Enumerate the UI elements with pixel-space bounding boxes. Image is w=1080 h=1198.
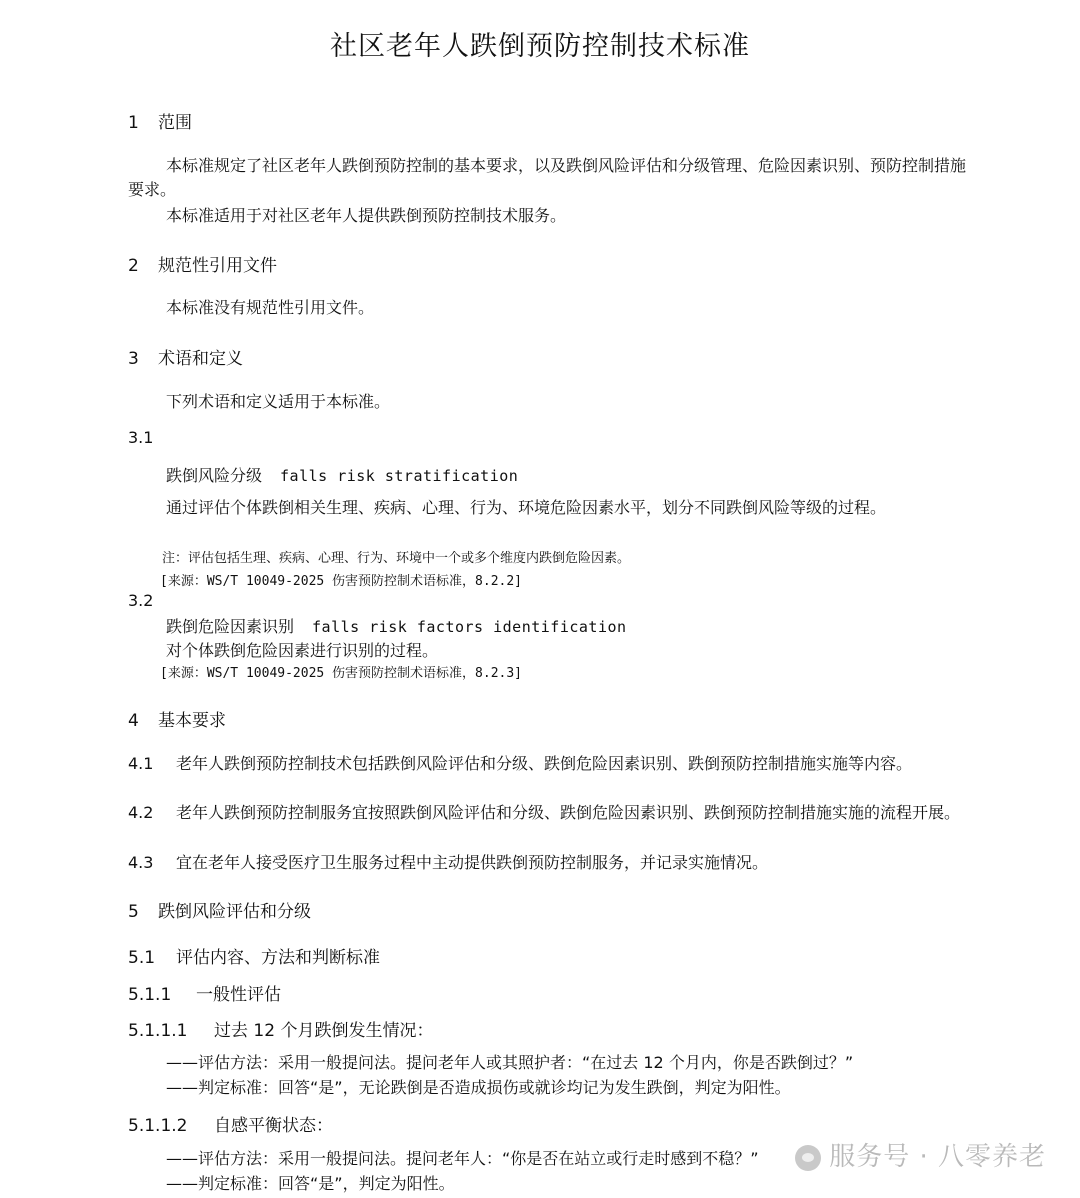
section-number: 1 (128, 113, 139, 133)
term-3-1-definition: 通过评估个体跌倒相关生理、疾病、心理、行为、环境危险因素水平，划分不同跌倒风险等级的过程。 (166, 498, 887, 517)
section-number: 5.1.1.1 (128, 1021, 188, 1041)
term-3-2-definition: 对个体跌倒危险因素进行识别的过程。 (166, 641, 439, 660)
section-number: 5.1.1 (128, 985, 172, 1005)
clause-text: 老年人跌倒预防控制服务宜按照跌倒风险评估和分级、跌倒危险因素识别、跌倒预防控制措施实施的流程开展。 (176, 803, 961, 822)
section-title: 一般性评估 (196, 985, 281, 1005)
section-title: 跌倒风险评估和分级 (158, 902, 311, 922)
term-3-2 (166, 614, 627, 637)
clause-number: 4.1 (128, 754, 154, 773)
watermark (795, 1136, 1046, 1173)
section-number: 5 (128, 902, 139, 922)
term-3-1-number: 3.1 (128, 428, 154, 447)
clause-text: 宜在老年人接受医疗卫生服务过程中主动提供跌倒预防控制服务，并记录实施情况。 (176, 853, 769, 872)
section-3-heading (128, 344, 243, 369)
section-5-1-1-heading (128, 980, 281, 1005)
term-chinese: 跌倒危险因素识别 (166, 617, 295, 636)
section-4-heading (128, 706, 226, 731)
term-3-2-number: 3.2 (128, 591, 154, 610)
assessment-method: ——评估方法：采用一般提问法。提问老年人：“你是否在站立或行走时感到不稳？” (166, 1149, 759, 1168)
watermark-text: 服务号 · 八零养老 (829, 1142, 1046, 1172)
section-1-paragraph-1: 本标准规定了社区老年人跌倒预防控制的基本要求，以及跌倒风险评估和分级管理、危险因素识别、预防控制措施要求。 (128, 156, 967, 199)
term-3-1-note: 注：评估包括生理、疾病、心理、行为、环境中一个或多个维度内跌倒危险因素。 (162, 551, 631, 566)
section-2-heading (128, 251, 277, 276)
assessment-criterion: ——判定标准：回答“是”，无论跌倒是否造成损伤或就诊均记为发生跌倒，判定为阳性。 (166, 1078, 791, 1097)
assessment-criterion: ——判定标准：回答“是”，判定为阳性。 (166, 1174, 455, 1193)
section-title: 过去 12 个月跌倒发生情况： (214, 1021, 434, 1041)
section-title: 范围 (158, 113, 192, 133)
document-title: 社区老年人跌倒预防控制技术标准 (330, 31, 750, 62)
term-3-1 (166, 463, 518, 486)
assessment-method: ——评估方法：采用一般提问法。提问老年人或其照护者：“在过去 12 个月内，你是否跌倒过？” (166, 1053, 854, 1072)
section-title: 术语和定义 (158, 349, 243, 369)
section-2-paragraph-1: 本标准没有规范性引用文件。 (166, 298, 375, 317)
section-1-paragraph-2: 本标准适用于对社区老年人提供跌倒预防控制技术服务。 (166, 206, 567, 225)
section-5-1-heading (128, 943, 380, 968)
term-english: falls risk stratification (280, 467, 519, 485)
term-english: falls risk factors identification (312, 618, 627, 636)
section-number: 4 (128, 711, 139, 731)
clause-number: 4.2 (128, 803, 154, 822)
section-5-1-1-1-heading (128, 1016, 433, 1041)
term-3-2-source: [来源：WS/T 10049-2025 伤害预防控制术语标准，8.2.3] (160, 666, 523, 681)
term-chinese: 跌倒风险分级 (166, 466, 263, 485)
section-3-paragraph-1: 下列术语和定义适用于本标准。 (166, 392, 391, 411)
section-number: 2 (128, 256, 139, 276)
section-title: 规范性引用文件 (158, 256, 277, 276)
clause-number: 4.3 (128, 853, 154, 872)
section-title: 评估内容、方法和判断标准 (176, 948, 380, 968)
section-5-heading (128, 897, 311, 922)
section-1-heading (128, 108, 192, 133)
clause-text: 老年人跌倒预防控制技术包括跌倒风险评估和分级、跌倒危险因素识别、跌倒预防控制措施实施等内容。 (176, 754, 913, 773)
section-title: 基本要求 (158, 711, 226, 731)
clause-4-3 (128, 850, 978, 875)
section-number: 3 (128, 349, 139, 369)
wechat-logo-icon (795, 1145, 821, 1171)
section-number: 5.1.1.2 (128, 1116, 188, 1136)
clause-4-1 (128, 751, 978, 776)
term-3-1-source: [来源：WS/T 10049-2025 伤害预防控制术语标准，8.2.2] (160, 574, 523, 589)
section-5-1-1-2-heading (128, 1111, 333, 1136)
section-number: 5.1 (128, 948, 156, 968)
section-title: 自感平衡状态： (214, 1116, 333, 1136)
clause-4-2 (128, 800, 978, 825)
